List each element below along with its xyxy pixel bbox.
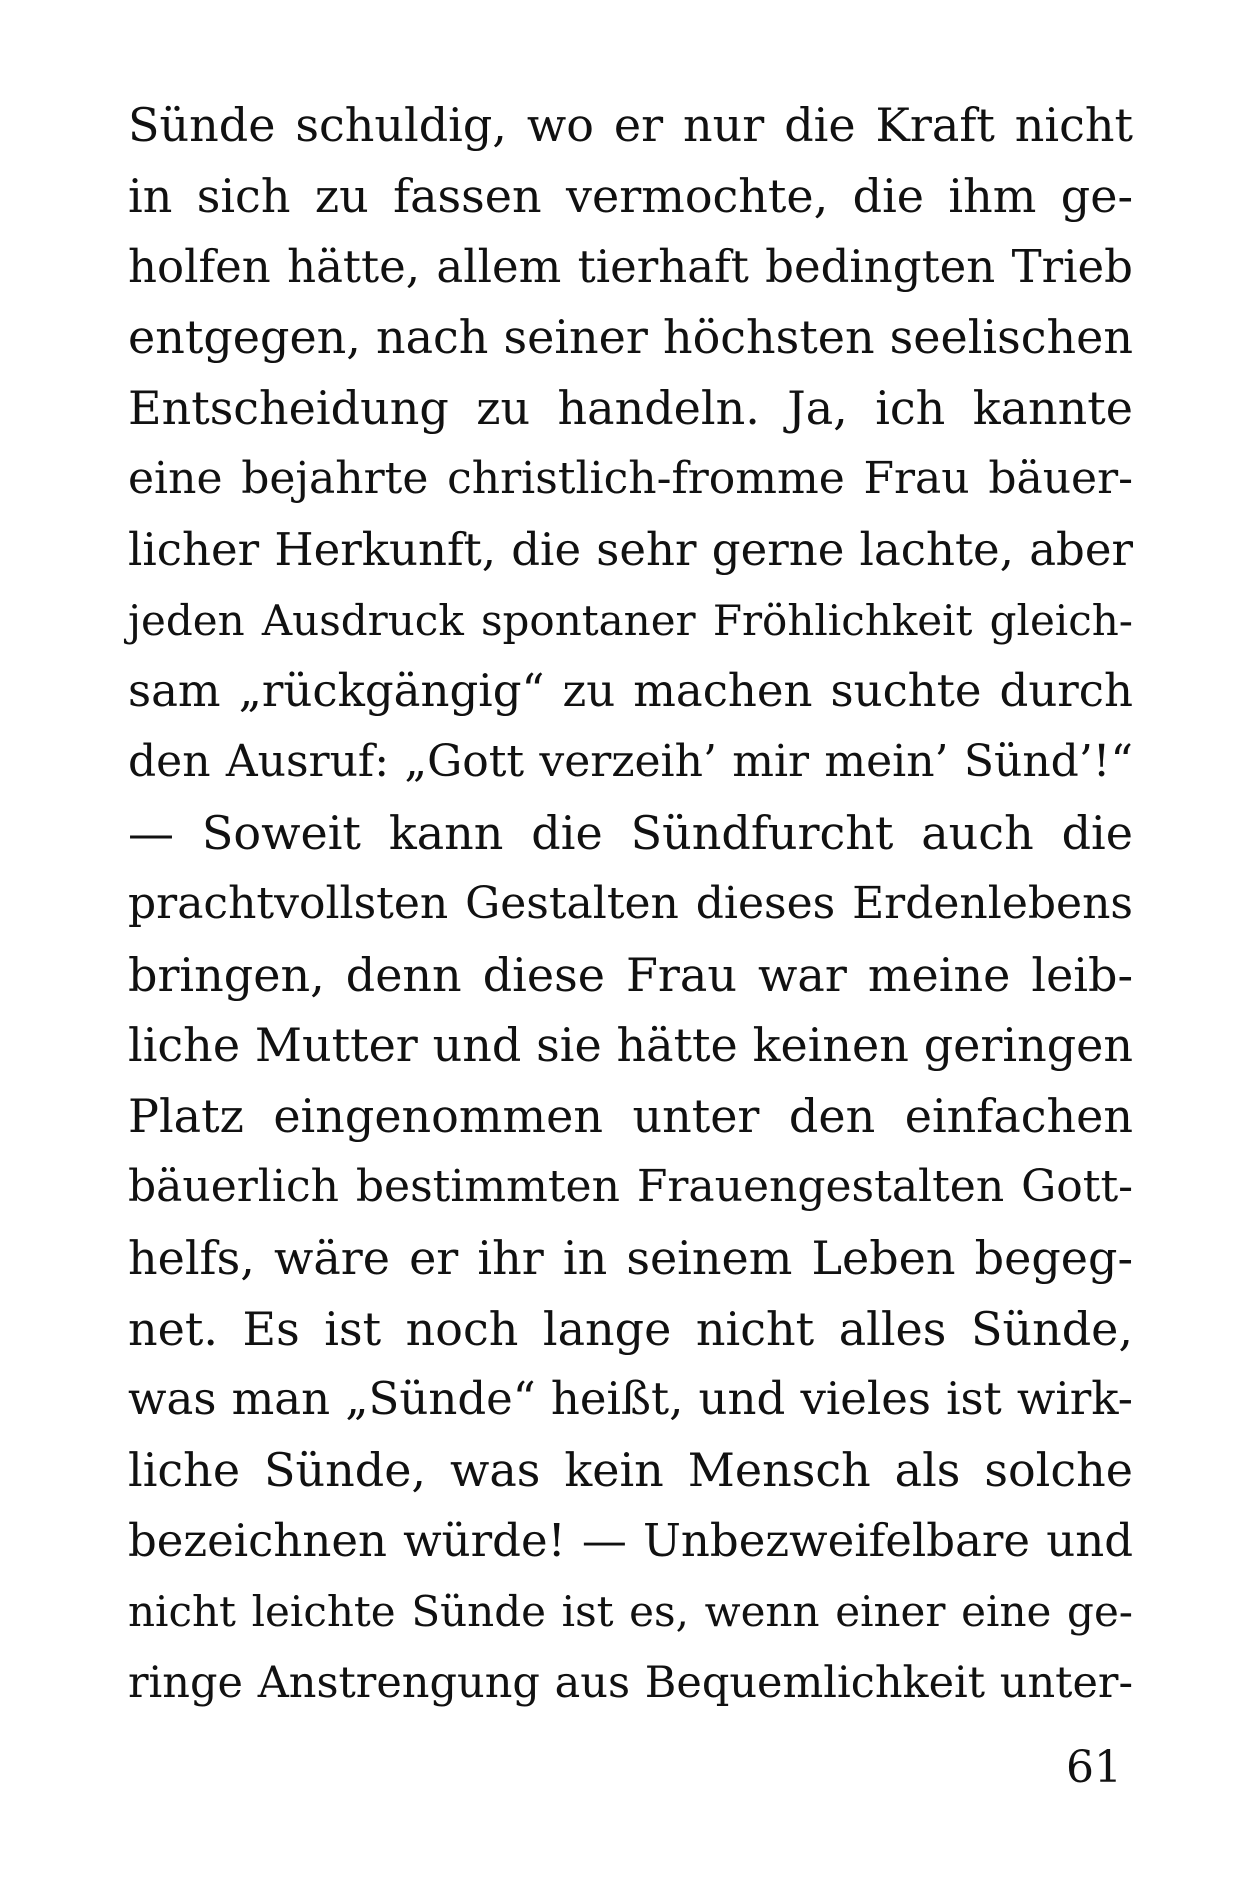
text-line: sam „rückgängig“ zu machen suchte durch xyxy=(128,664,1133,718)
text-line: bezeichnen würde! — Unbezweifelbare und xyxy=(128,1513,1133,1567)
text-line: eine bejahrte christlich-fromme Frau bäuer- xyxy=(128,452,1133,504)
text-line: net. Es ist noch lange nicht alles Sünde, xyxy=(128,1301,1133,1356)
text-line: liche Sünde, was kein Mensch als solche xyxy=(128,1443,1133,1498)
text-line: bringen, denn diese Frau war meine leib- xyxy=(128,947,1133,1002)
body-text xyxy=(128,90,1133,1718)
text-line: Sünde schuldig, wo er nur die Kraft nicht xyxy=(128,98,1133,152)
text-line: in sich zu fassen vermochte, die ihm ge- xyxy=(128,168,1133,223)
text-line: den Ausruf: „Gott verzeih’ mir mein’ Sünd’!“ xyxy=(128,736,1133,788)
text-line: — Soweit kann die Sündfurcht auch die xyxy=(128,805,1133,860)
text-line: prachtvollsten Gestalten dieses Erdenlebens xyxy=(128,877,1133,929)
text-line: was man „Sünde“ heißt, und vieles ist wirk- xyxy=(128,1372,1133,1426)
text-line: nicht leichte Sünde ist es, wenn einer eine ge- xyxy=(128,1586,1133,1636)
page-number: 61 xyxy=(1066,1742,1122,1793)
text-line: liche Mutter und sie hätte keinen geringen xyxy=(128,1018,1133,1073)
text-line: bäuerlich bestimmten Frauengestalten Gott- xyxy=(128,1160,1133,1212)
text-line: Platz eingenommen unter den einfachen xyxy=(128,1089,1133,1144)
text-line: jeden Ausdruck spontaner Fröhlichkeit gleich- xyxy=(128,595,1133,645)
text-line: ringe Anstrengung aus Bequemlichkeit unter- xyxy=(128,1657,1133,1708)
text-line: licher Herkunft, die sehr gerne lachte, aber xyxy=(128,522,1133,576)
text-line: Entscheidung zu handeln. Ja, ich kannte xyxy=(128,381,1133,436)
text-line: helfs, wäre er ihr in seinem Leben begeg- xyxy=(128,1230,1133,1285)
text-line: holfen hätte, allem tierhaft bedingten Trieb xyxy=(128,239,1133,293)
text-line: entgegen, nach seiner höchsten seelischen xyxy=(128,310,1133,365)
